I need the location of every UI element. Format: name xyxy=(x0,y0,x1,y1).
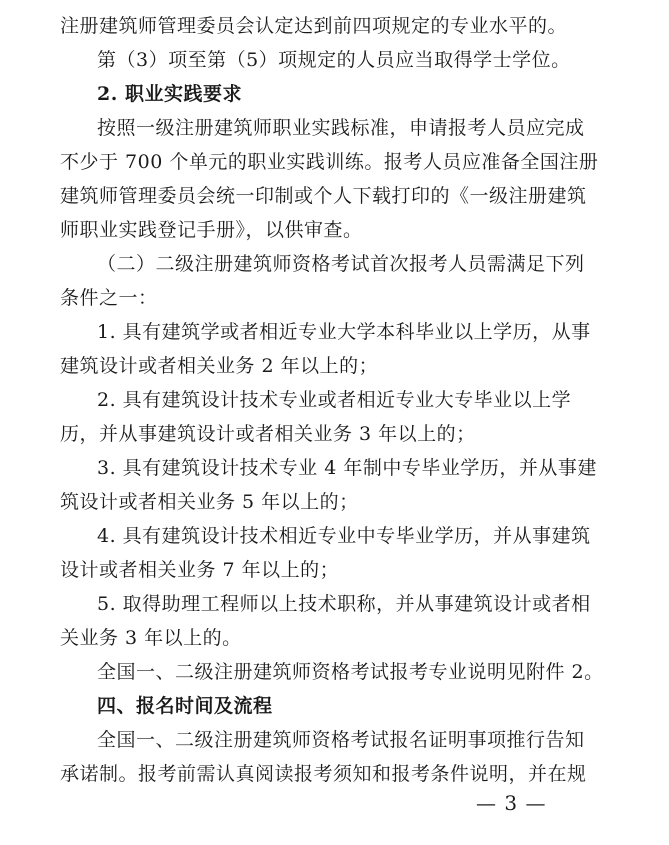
text-line-8: （二）二级注册建筑师资格考试首次报考人员需满足下列 xyxy=(97,253,585,275)
text-line-20: 全国一、二级注册建筑师资格考试报考专业说明见附件 2。 xyxy=(97,661,604,683)
text-line-17: 设计或者相关业务 7 年以上的； xyxy=(60,559,340,581)
text-line-15: 筑设计或者相关业务 5 年以上的； xyxy=(60,491,359,513)
text-line-9: 条件之一： xyxy=(60,287,158,309)
page-number: — 3 — xyxy=(476,791,547,815)
text-line-16: 4. 具有建筑设计技术相近专业中专毕业学历，并从事建筑 xyxy=(97,525,591,547)
text-line-6: 建筑师管理委员会统一印制或个人下载打印的《一级注册建筑 xyxy=(60,185,587,207)
section-heading-registration: 四、报名时间及流程 xyxy=(97,695,273,717)
text-line-14: 3. 具有建筑设计技术专业 4 年制中专毕业学历，并从事建 xyxy=(97,457,597,479)
section-heading-practice: 2. 职业实践要求 xyxy=(97,83,242,105)
text-line-5: 不少于 700 个单元的职业实践训练。报考人员应准备全国注册 xyxy=(60,151,599,173)
text-line-13: 历，并从事建筑设计或者相关业务 3 年以上的； xyxy=(60,423,476,445)
text-line-11: 建筑设计或者相关业务 2 年以上的； xyxy=(60,355,379,377)
text-line-22: 全国一、二级注册建筑师资格考试报名证明事项推行告知 xyxy=(97,729,585,751)
text-line-4: 按照一级注册建筑师职业实践标准，申请报考人员应完成 xyxy=(97,117,585,139)
text-line-23: 承诺制。报考前需认真阅读报考须知和报考条件说明，并在规 xyxy=(60,763,587,785)
text-line-19: 关业务 3 年以上的。 xyxy=(60,627,242,649)
text-line-2: 第（3）项至第（5）项规定的人员应当取得学士学位。 xyxy=(97,49,571,71)
text-line-10: 1. 具有建筑学或者相近专业大学本科毕业以上学历，从事 xyxy=(97,321,591,343)
text-line-1: 注册建筑师管理委员会认定达到前四项规定的专业水平的。 xyxy=(60,15,568,37)
text-line-7: 师职业实践登记手册》，以供审查。 xyxy=(60,219,363,241)
text-line-12: 2. 具有建筑设计技术专业或者相近专业大专毕业以上学 xyxy=(97,389,572,411)
text-line-18: 5. 取得助理工程师以上技术职称，并从事建筑设计或者相 xyxy=(97,593,591,615)
